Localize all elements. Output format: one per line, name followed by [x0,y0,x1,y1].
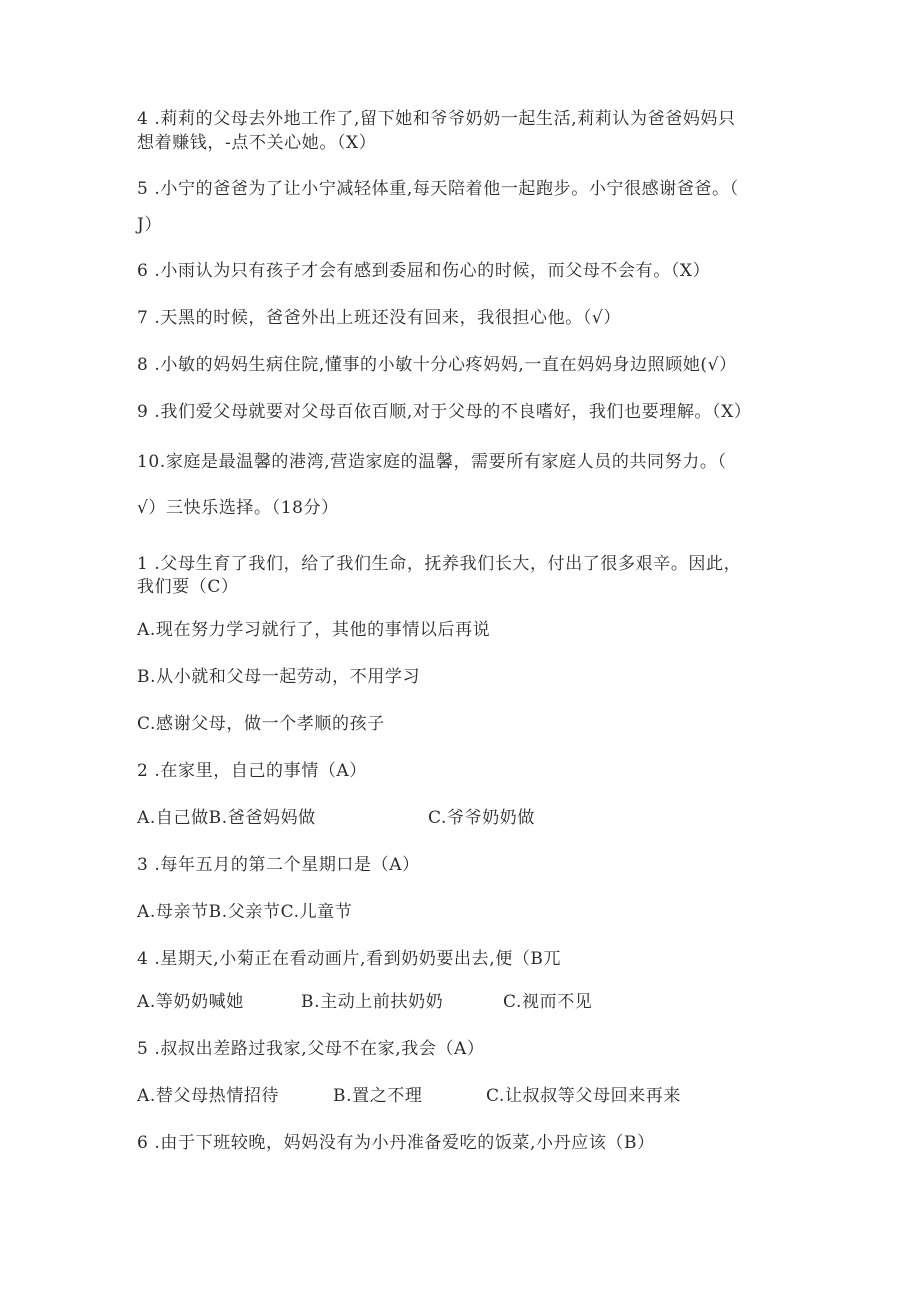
choice-question-5: 5 .叔叔出差路过我家,父母不在家,我会（A） [137,1039,485,1059]
choice-question-1-line2: 我们要（C） [137,577,239,597]
judgment-item-4-line1: 4 .莉莉的父母去外地工作了,留下她和爷爷奶奶一起生活,莉莉认为爸爸妈妈只 [137,109,736,129]
judgment-item-7: 7 .天黑的时候，爸爸外出上班还没有回来，我很担心他。（√） [137,308,621,328]
choice-question-6: 6 .由于下班较晚，妈妈没有为小丹准备爱吃的饭菜,小丹应该（B） [137,1133,655,1153]
choice-question-2-options-ab: A.自己做B.爸爸妈妈做 [137,808,316,828]
choice-question-1-option-c: C.感谢父母，做一个孝顺的孩子 [137,714,385,734]
judgment-item-8: 8 .小敏的妈妈生病住院,懂事的小敏十分心疼妈妈,一直在妈妈身边照顾她(√） [137,355,737,375]
judgment-item-9: 9 .我们爱父母就要对父母百依百顺,对于父母的不良嗜好，我们也要理解。（X） [137,402,752,422]
choice-question-4-option-c: C.视而不见 [503,992,593,1012]
choice-question-1-option-b: B.从小就和父母一起劳动，不用学习 [137,667,421,687]
choice-question-3-options: A.母亲节B.父亲节C.儿童节 [137,902,353,922]
choice-question-5-option-b: B.置之不理 [333,1086,423,1106]
choice-question-1-line1: 1 .父母生育了我们，给了我们生命，抚养我们长大，付出了很多艰辛。因此， [137,554,742,574]
choice-question-4-option-a: A.等奶奶喊她 [137,992,244,1012]
section-3-heading: √）三快乐选择。（18分） [137,498,339,518]
choice-question-4-option-b: B.主动上前扶奶奶 [301,992,444,1012]
choice-question-1-option-a: A.现在努力学习就行了，其他的事情以后再说 [137,620,491,640]
choice-question-4: 4 .星期天,小菊正在看动画片,看到奶奶要出去,便（B兀 [137,949,562,969]
judgment-item-10-line1: 10.家庭是最温馨的港湾,营造家庭的温馨，需要所有家庭人员的共同努力。（ [137,452,727,472]
choice-question-5-option-a: A.替父母热情招待 [137,1086,280,1106]
choice-question-3: 3 .每年五月的第二个星期口是（A） [137,855,420,875]
choice-question-2-option-c: C.爷爷奶奶做 [428,808,536,828]
judgment-item-6: 6 .小雨认为只有孩子才会有感到委屈和伤心的时候，而父母不会有。（X） [137,261,711,281]
choice-question-5-option-c: C.让叔叔等父母回来再来 [486,1086,682,1106]
judgment-item-5-line1: 5 .小宁的爸爸为了让小宁减轻体重,每天陪着他一起跑步。小宁很感谢爸爸。（ [137,179,739,199]
judgment-item-4-line2: 想着赚钱，-点不关心她。（X） [137,133,377,153]
choice-question-2: 2 .在家里，自己的事情（A） [137,761,367,781]
judgment-item-5-line2: J） [137,215,163,235]
